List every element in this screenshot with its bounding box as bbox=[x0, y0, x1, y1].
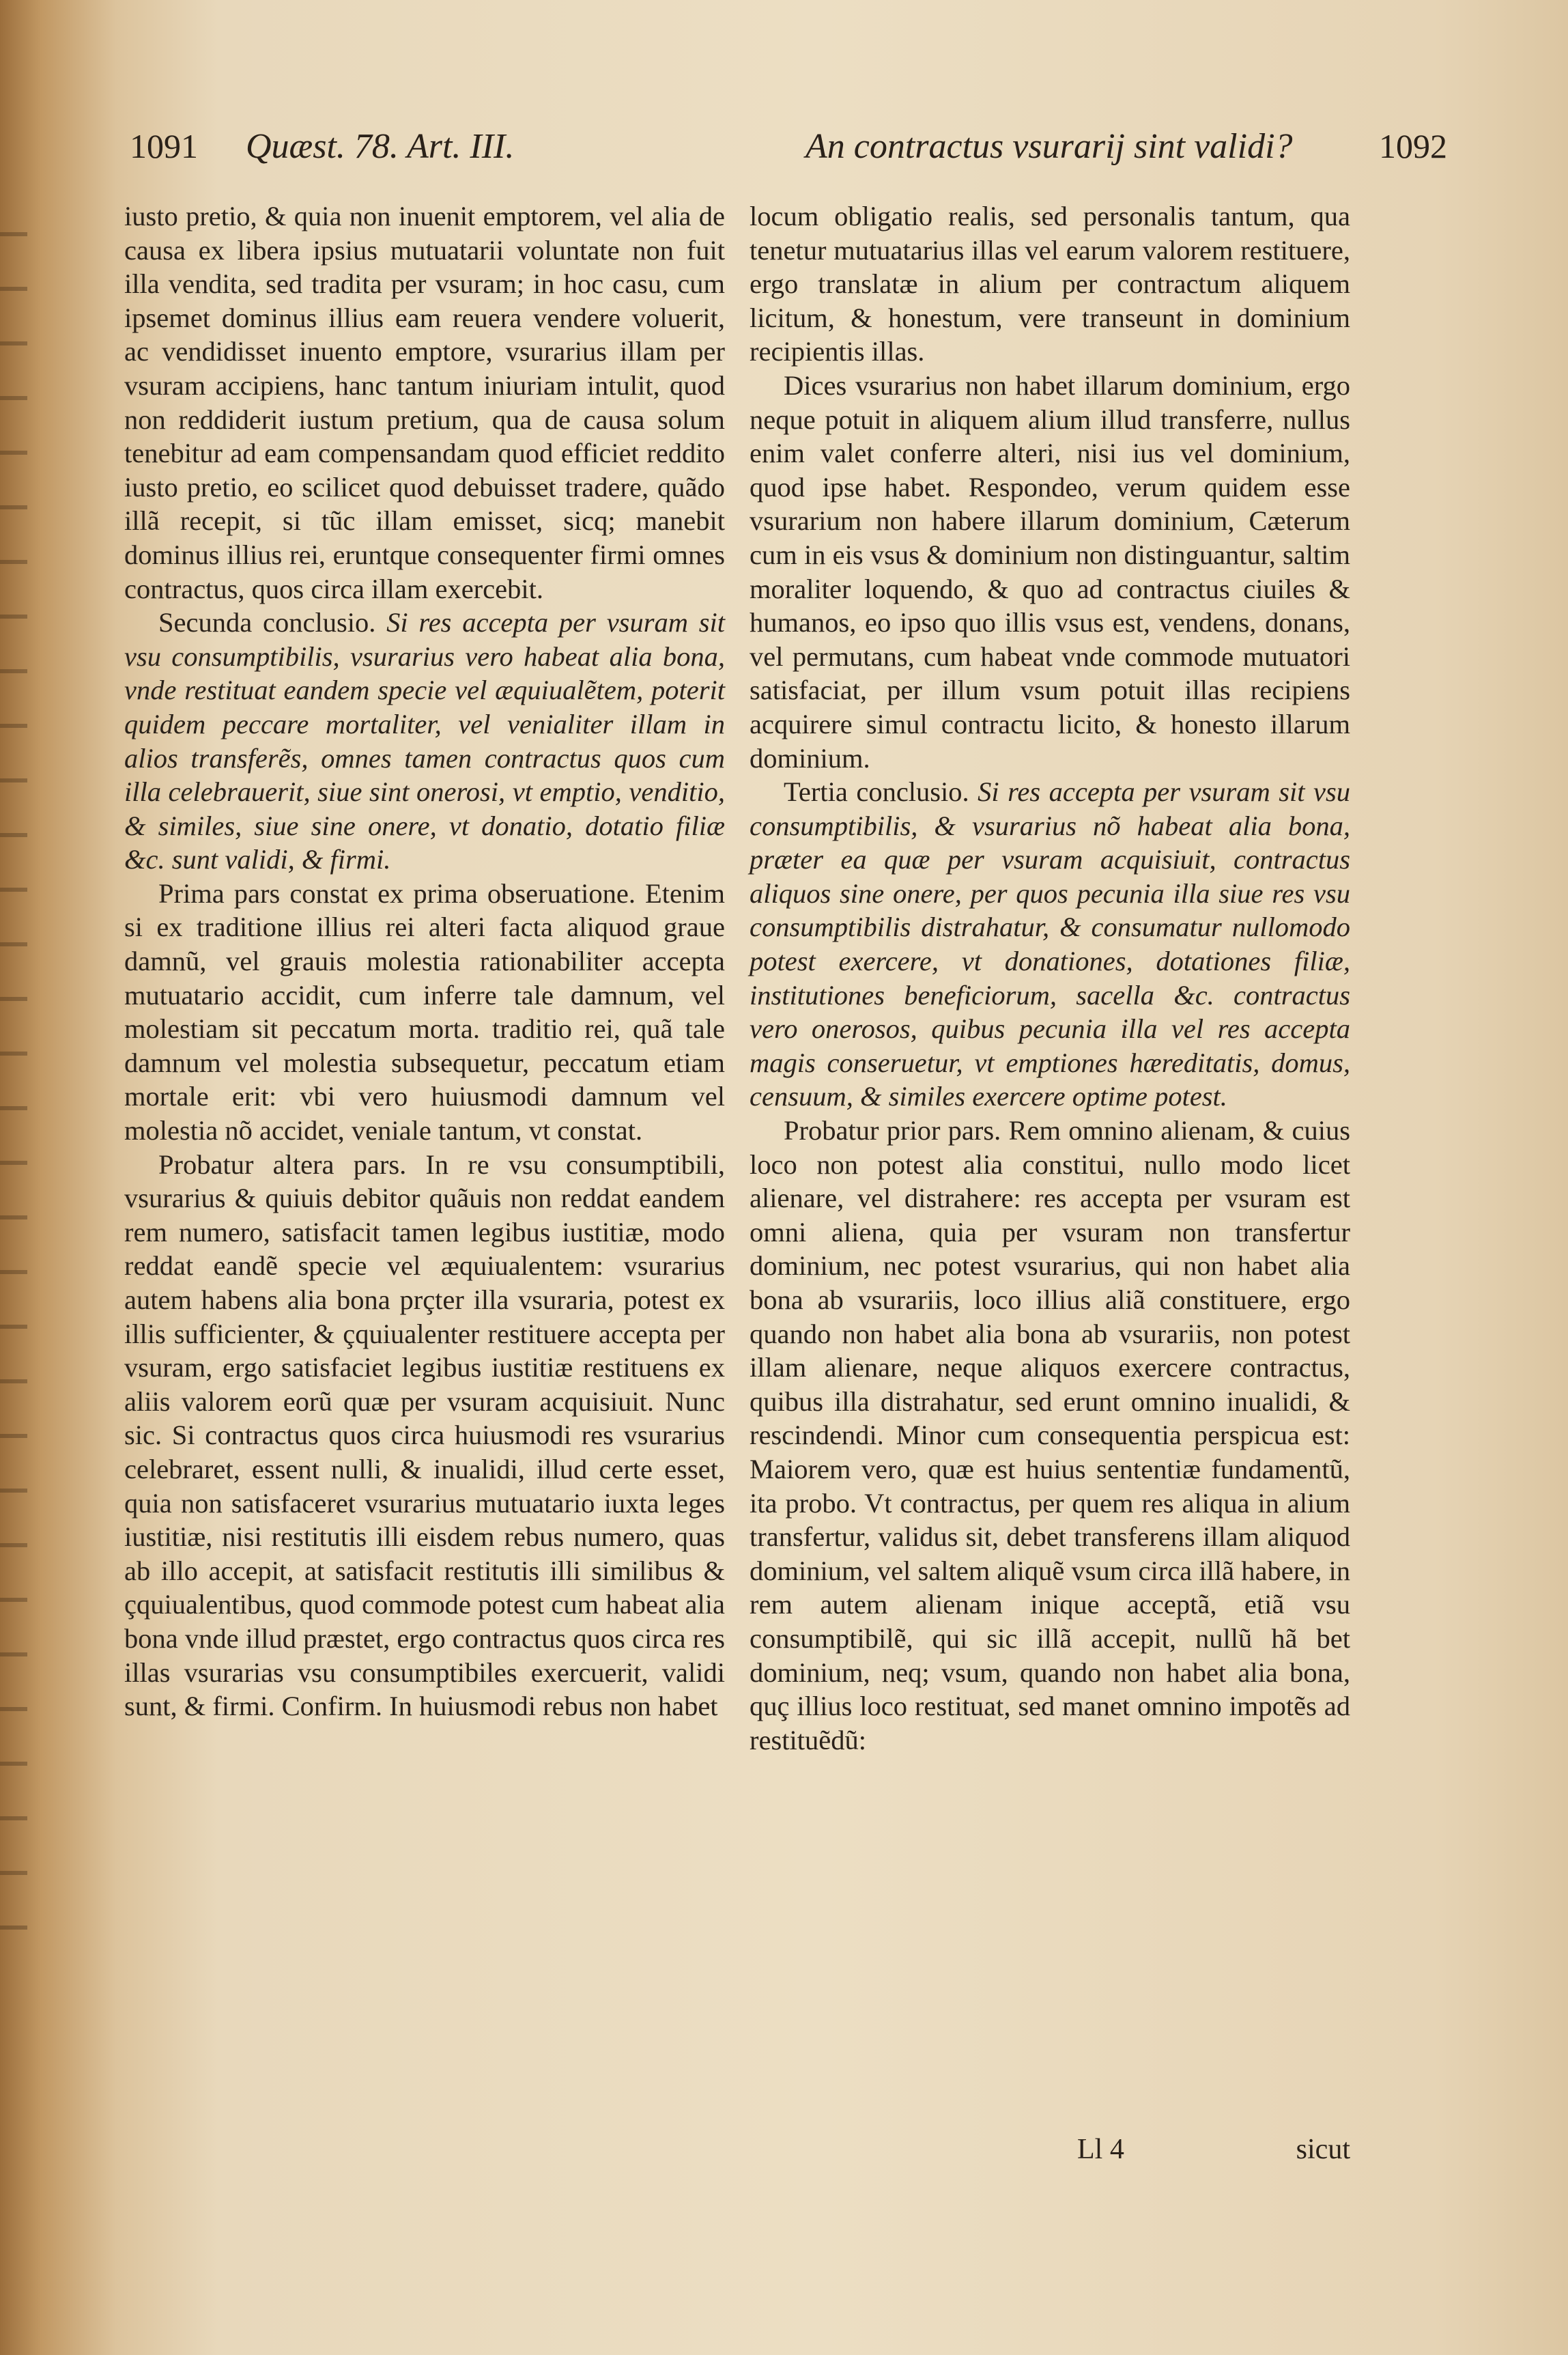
catchword: sicut bbox=[1296, 2134, 1350, 2165]
paragraph: iusto pretio, & quia non inuenit emptorem, vel alia de causa ex libera ipsius mutuatarii voluntate non fuit illa vendita, sed tradita per vsuram; in hoc casu, cum ipsemet dominus illius eam reuera vendere voluerit, ac vendidisset inuento emptore, vsurarius illam per vsuram accipiens, hanc tantum iniuriam intulit, quod non reddiderit iustum pretium, qua de causa solum tenebitur ad eam compensandam quod efficiet reddito iusto pretio, eo scilicet quod debuisset tradere, quãdo illã recepit, si tũc illam emisset, sicq; manebit dominus illius rei, eruntque consequenter firmi omnes contractus, quos circa illam exercebit. bbox=[124, 201, 725, 604]
right-column bbox=[750, 199, 1350, 2125]
paragraph: Probatur prior pars. Rem omnino alienam, & cuius loco non potest alia constitui, nullo modo licet alienare, vel distrahere: res accepta per vsuram est omni aliena, quia per vsuram non transfertur dominium, nec potest vsurarius, qui non habet alia bona ab vsurariis, loco illius aliã constituere, ergo quando non habet alia bona ab vsurariis, non potest illam alienare, neque aliquos exercere contractus, quibus illa distrahatur, sed erunt omnino inualidi, & rescindendi. Minor cum consequentia perspicua est: Maiorem vero, quæ est huius sententiæ fundamentũ, ita probo. Vt contractus, per quem res aliqua in alium transfertur, validus sit, debet transferens illam aliquod dominium, vel saltem aliquẽ vsum circa illã habere, in rem autem alienam inique acceptã, etiã vsu consumptibilẽ, qui sic illã accepit, nullũ hã bet dominium, neq; vsum, quando non habet alia bona, quç illius loco restituat, sed manet omnino impotẽs ad restituẽdũ: bbox=[750, 1115, 1350, 1755]
conclusion-paragraph bbox=[750, 775, 1350, 1114]
conclusion-lead: Secunda conclusio. bbox=[158, 607, 376, 638]
binding-edge bbox=[0, 205, 27, 1980]
signature-mark: Ll 4 bbox=[1077, 2134, 1124, 2165]
page-number-left: 1091 bbox=[130, 127, 198, 165]
page-number-right: 1092 bbox=[1379, 127, 1447, 165]
left-column bbox=[124, 199, 725, 2125]
running-header bbox=[130, 126, 1447, 188]
running-title-left: Quæst. 78. Art. III. bbox=[246, 127, 515, 166]
paragraph: Dices vsurarius non habet illarum dominium, ergo neque potuit in aliquem alium illud transferre, nullus enim valet conferre alteri, nisi ius vel dominium, quod ipse habet. Respondeo, verum quidem esse vsurarium non habere illarum dominium, Cæterum cum in eis vsus & dominium non distinguantur, saltim moraliter loquendo, & quo ad contractus ciuiles & humanos, eo ipso quo illis vsus est, vendens, donans, vel permutans, cum habeat vnde commode mutuatori satisfaciat, per illum vsum potuit illas recipiens acquirere simul contractu licito, & honesto illarum dominium. bbox=[750, 369, 1350, 774]
conclusion-text: Si res accepta per vsuram sit vsu consumptibilis, vsurarius vero habeat alia bona, vnde restituat eandem specie vel æquiualẽtem, poterit quidem peccare mortaliter, vel venialiter illam in alios transferẽs, omnes tamen contractus quos cum illa celebrauerit, siue sint onerosi, vt emptio, venditio, & similes, siue sine onere, vt donatio, dotatio filiæ &c. sunt validi, & firmi. bbox=[124, 607, 726, 875]
paragraph: locum obligatio realis, sed personalis tantum, qua tenetur mutuatarius illas vel earum valorem restituere, ergo translatæ in alium per contractum aliquem licitum, & honestum, vere transeunt in dominium recipientis illas. bbox=[750, 201, 1350, 367]
paragraph: Prima pars constat ex prima obseruatione. Etenim si ex traditione illius rei alteri facta aliquod graue damnũ, vel grauis molestia rationabiliter accepta mutuatario accidit, cum inferre tale damnum, vel molestiam sit peccatum morta. traditio rei, quã tale damnum vel molestia subsequetur, peccatum etiam mortale erit: vbi vero huiusmodi damnum vel molestia nõ accidet, veniale tantum, vt constat. bbox=[124, 877, 725, 1146]
conclusion-lead: Tertia conclusio. bbox=[784, 776, 969, 808]
conclusion-paragraph bbox=[124, 606, 725, 877]
conclusion-text: Si res accepta per vsuram sit vsu consumptibilis, & vsurarius nõ habeat alia bona, præter ea quæ per vsuram acquisiuit, contractus aliquos sine onere, per quos pecunia illa siue res vsu consumptibilis distrahatur, & consumatur nullomodo potest exercere, vt donationes, dotationes filiæ, institutiones beneficiorum, sacella &c. contractus vero onerosos, quibus pecunia illa vel res accepta magis conseruetur, vt emptiones hæreditatis, domus, censuum, & similes exercere optime potest. bbox=[750, 776, 1350, 1112]
paragraph: Probatur altera pars. In re vsu consumptibili, vsurarius & quiuis debitor quãuis non reddat eandem rem numero, satisfacit tamen legibus iustitiæ, modo reddat eandẽ specie vel æquiualentem: vsurarius autem habens alia bona prçter illa vsuraria, potest ex illis sufficienter, & çquiualenter restituere accepta per vsuram, ergo satisfaciet legibus iustitiæ restituens ex aliis valorem eorũ quæ per vsuram acquisiuit. Nunc sic. Si contractus quos circa huiusmodi res vsurarius celebraret, essent nulli, & inualidi, illud certe esset, quia non satisfaceret vsurarius mutuatario iuxta leges iustitiæ, nisi restitutis illi eisdem rebus numero, quas ab illo accepit, at satisfacit restitutis illi similibus & çquiualentibus, quod commode potest cum habeat alia bona vnde illud præstet, ergo contractus quos circa res illas vsurarias vsu consumptibiles exercuerit, validi sunt, & firmi. Confirm. In huiusmodi rebus non habet bbox=[124, 1148, 725, 1722]
page-footer bbox=[750, 2133, 1350, 2174]
running-title-right: An contractus vsurarij sint validi? bbox=[806, 127, 1293, 166]
